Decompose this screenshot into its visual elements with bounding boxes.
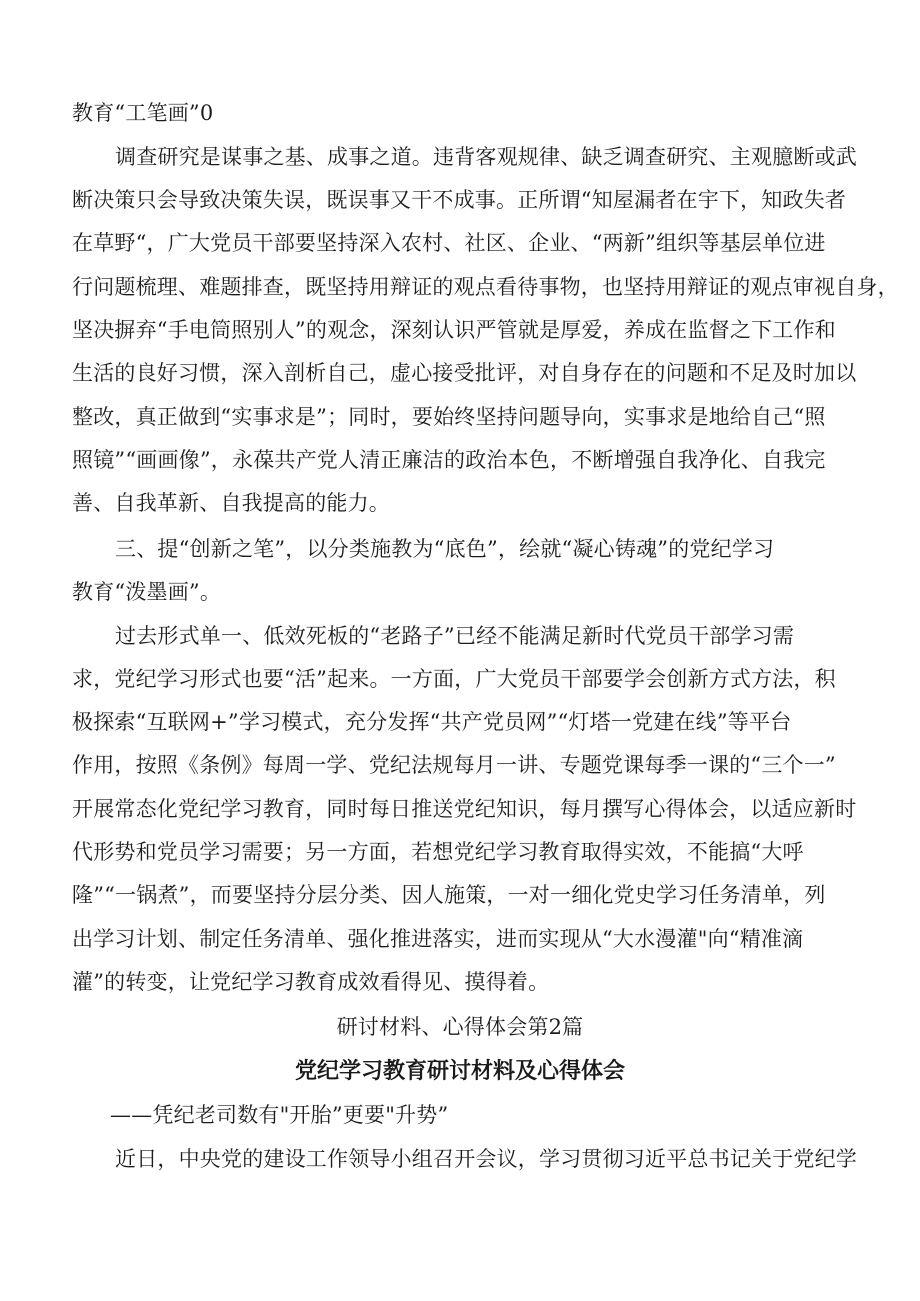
- text-line: 开展常态化党纪学习教育，同时每日推送党纪知识，每月撰写心得体会，以适应新时: [72, 797, 857, 821]
- text-line: 教育“工笔画”0: [72, 101, 214, 125]
- text-line: 作用，按照《条例》每周一学、党纪法规每月一讲、专题党课每季一课的“三个一”: [72, 753, 836, 777]
- text-line: 出学习计划、制定任务清单、强化推进落实，进而实现从“大水漫灌"向“精准滴: [72, 927, 804, 951]
- text-line: 近日，中央党的建设工作领导小组召开会议，学习贯彻习近平总书记关于党纪学: [115, 1147, 857, 1171]
- text-line: 行问题梳理、难题排查，既坚持用辩证的观点看待事物，也坚持用辩证的观点审视自身，: [72, 275, 899, 299]
- text-line: 整改，真正做到“实事求是”；同时，要始终坚持问题导向，实事求是地给自己“照: [72, 405, 826, 429]
- text-line: 极探索“互联网+”学习模式，充分发挥“共产党员网”“灯塔一党建在线”等平台: [72, 710, 792, 734]
- text-line: 代形势和党员学习需要；另一方面，若想党纪学习教育取得实效，不能搞“大呼: [72, 840, 804, 864]
- section-heading-3: 三、提“创新之笔”，以分类施教为“底色”，绘就“凝心铸魂”的党纪学习: [115, 537, 775, 561]
- text-line: 隆”“一锅煮”，而要坚持分层分类、因人施策，一对一细化党史学习任务清单，列: [72, 883, 826, 907]
- text-line: 过去形式单一、低效死板的“老路子”已经不能满足新时代党员干部学习需: [115, 624, 795, 648]
- text-line: 断决策只会导致决策失误，既误事又干不成事。正所谓“知屋漏者在宇下，知政失者: [72, 188, 847, 212]
- text-line: 善、自我革新、自我提高的能力。: [72, 491, 390, 515]
- text-line: 在草野“，广大党员干部要坚持深入农村、社区、企业、“两新”组织等基层单位进: [72, 231, 826, 255]
- text-line: 生活的良好习惯，深入剖析自己，虚心接受批评，对自身存在的问题和不足及时加以: [72, 361, 857, 385]
- text-line: 照镜”“画画像”，永葆共产党人清正廉洁的政治本色，不断增强自我净化、自我完: [72, 448, 826, 472]
- text-line: 调查研究是谋事之基、成事之道。违背客观规律、缺乏调查研究、主观臆断或武: [115, 145, 857, 169]
- article-title: 党纪学习教育研讨材料及心得体会: [294, 1059, 625, 1084]
- section-heading-3-cont: 教育“泼墨画”。: [72, 580, 222, 604]
- text-line: 灌”的转变，让党纪学习教育成效看得见、摸得着。: [72, 970, 550, 994]
- text-line: 坚决摒弃“手电筒照别人”的观念，深刻认识严管就是厚爱，养成在监督之下工作和: [72, 318, 836, 342]
- text-line: 求，党纪学习形式也要“活”起来。一方面，广大党员干部要学会创新方式方法，积: [72, 667, 836, 691]
- article-subtitle: ——凭纪老司数有"开胎”更要"升势”: [110, 1103, 449, 1127]
- section-heading: 研讨材料、心得体会第2篇: [336, 1015, 584, 1039]
